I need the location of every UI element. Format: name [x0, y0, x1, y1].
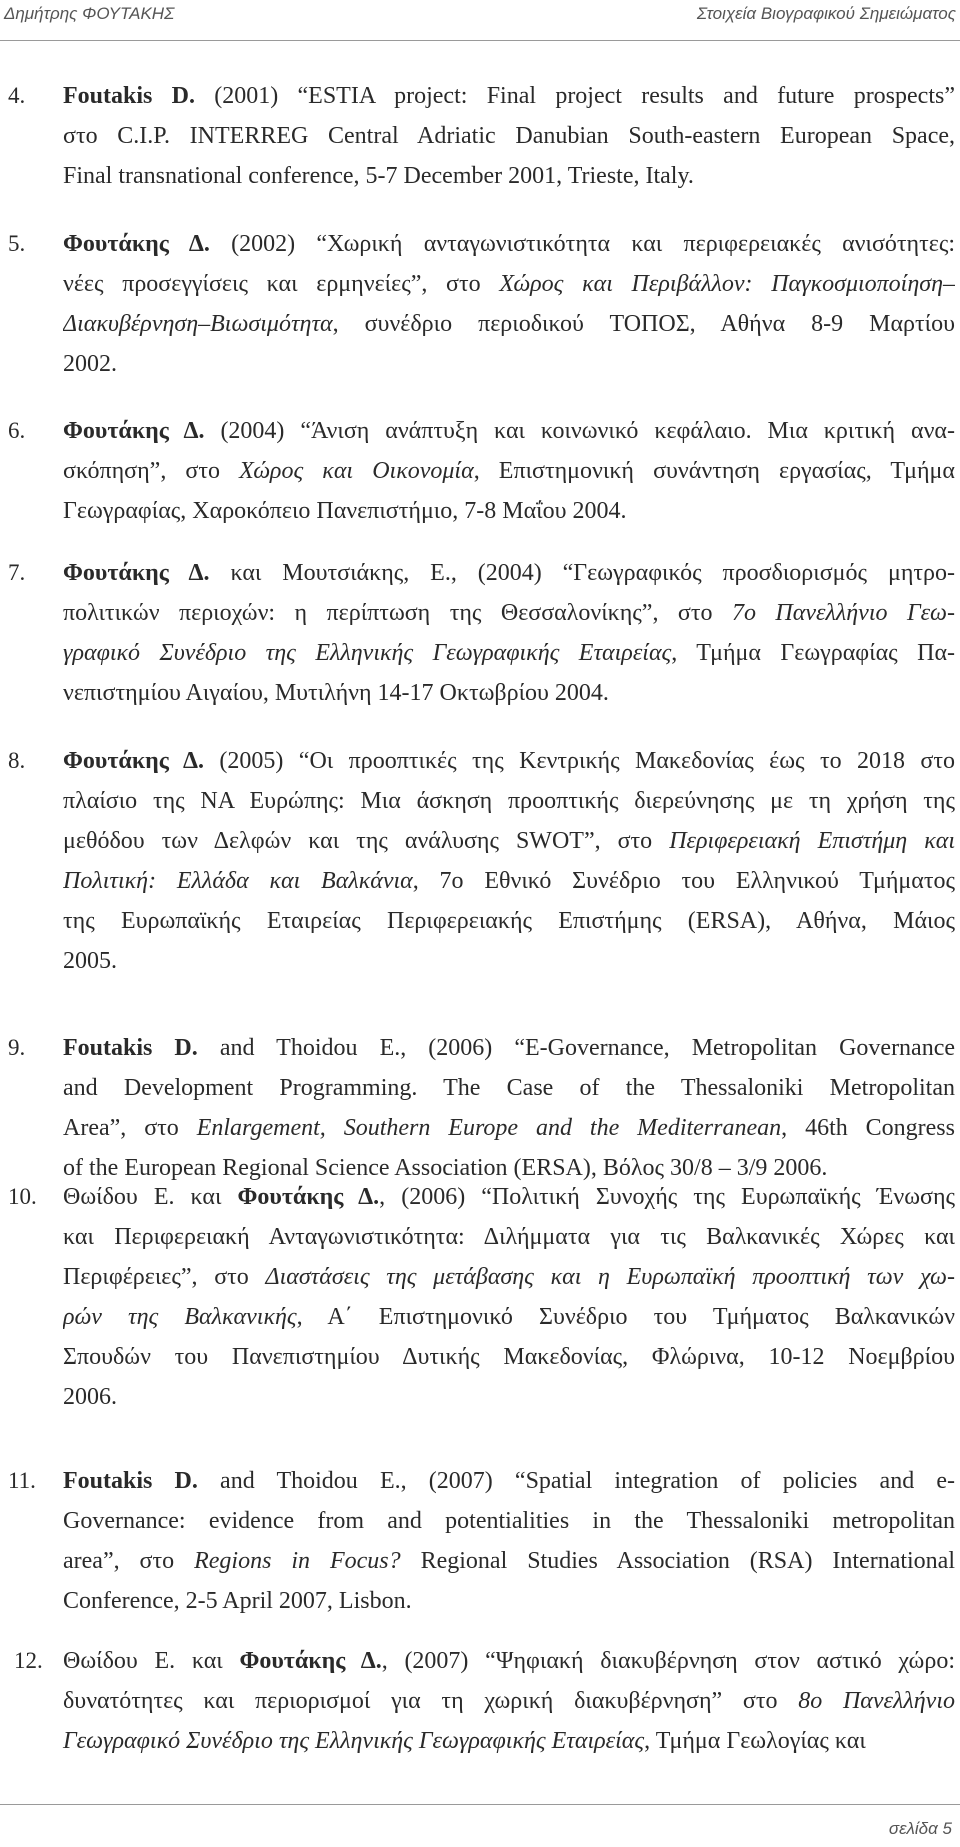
- entry-text: , Τμήμα Γεωλογίας και: [644, 1728, 866, 1754]
- page-footer: [0, 1804, 960, 1847]
- publication-entry: [0, 1028, 960, 1188]
- entry-line: [63, 1501, 955, 1541]
- entry-text: Γεωγραφίας, Χαροκόπειο Πανεπιστήμιο, 7-8 Μαΐου 2004.: [63, 498, 627, 524]
- entry-line: [63, 344, 955, 384]
- publication-entry: [0, 1461, 960, 1621]
- entry-text: and Thoidou E., (2006) “E-Governance, Metropolitan Governance: [197, 1035, 955, 1061]
- entry-line: [63, 1377, 955, 1417]
- entry-line: [63, 1681, 955, 1721]
- entry-text: πλαίσιο της ΝΑ Ευρώπης: Μια άσκηση προοπτικής διερεύνησης με τη χρήση της: [63, 788, 955, 814]
- author-name: Φουτάκης Δ.: [239, 1648, 382, 1674]
- entry-line: [63, 1297, 955, 1337]
- entry-line: [63, 941, 955, 981]
- author-name: Φουτάκης Δ.: [237, 1184, 380, 1210]
- entry-text: and Development Programming. The Case of the Thessaloniki Metropolitan: [63, 1075, 955, 1101]
- entry-text: Regional Studies Association (RSA) International: [400, 1548, 955, 1574]
- entry-line: [63, 553, 955, 593]
- entry-line: [63, 633, 955, 673]
- publication-entry: [0, 741, 960, 981]
- author-name: Φουτάκης Δ.: [63, 748, 205, 774]
- entry-line: [63, 1641, 955, 1681]
- publication-entry: [0, 1641, 960, 1761]
- page-number: σελίδα 5: [888, 1819, 952, 1838]
- entry-number: 4.: [8, 83, 26, 108]
- entry-line: [63, 156, 955, 196]
- publication-entry: [0, 553, 960, 713]
- entry-text: area”, στο: [63, 1548, 195, 1574]
- entry-line: [63, 821, 955, 861]
- venue-title: Enlargement, Southern Europe and the Mediterranean: [196, 1115, 782, 1141]
- entry-number: 5.: [8, 231, 26, 256]
- entry-number: 11.: [8, 1468, 36, 1493]
- author-name: Foutakis D.: [63, 1468, 198, 1494]
- venue-title: Διαστάσεις της μετάβασης και η Ευρωπαϊκή προοπτική των χω-: [265, 1264, 955, 1290]
- entry-line: [63, 116, 955, 156]
- entry-text: πολιτικών περιοχών: η περίπτωση της Θεσσαλονίκης”, στο: [63, 600, 732, 626]
- venue-title: Πολιτική: Ελλάδα και Βαλκάνια: [63, 868, 413, 894]
- entry-line: [63, 1217, 955, 1257]
- entry-text: , Τμήμα Γεωγραφίας Πα-: [671, 640, 955, 666]
- entry-text: and Thoidou E., (2007) “Spatial integration of policies and e-: [197, 1468, 955, 1494]
- entry-line: [63, 1257, 955, 1297]
- entry-line: [63, 264, 955, 304]
- header-author: Δημήτρης ΦΟΥΤΑΚΗΣ: [4, 4, 175, 23]
- entry-text: και Περιφερειακή Ανταγωνιστικότητα: Διλήμματα για τις Βαλκανικές Χώρες και: [63, 1224, 955, 1250]
- entry-text: , (2007) “Ψηφιακή διακυβέρνηση στον αστικό χώρο:: [381, 1648, 955, 1674]
- venue-title: Περιφερειακή Επιστήμη και: [669, 828, 955, 854]
- entry-line: [63, 1177, 955, 1217]
- entry-text: 2005.: [63, 948, 117, 974]
- entry-line: [63, 1108, 955, 1148]
- entry-text: , (2006) “Πολιτική Συνοχής της Ευρωπαϊκής Ένωσης: [379, 1184, 955, 1210]
- venue-title: ρών της Βαλκανικής: [63, 1304, 297, 1330]
- header-document-title: Στοιχεία Βιογραφικού Σημειώματος: [696, 4, 956, 23]
- entry-number: 8.: [8, 748, 26, 773]
- entry-text: 2002.: [63, 351, 117, 377]
- entry-line: [63, 1461, 955, 1501]
- publication-entry: [0, 411, 960, 531]
- venue-title: Χώρος και Οικονομία: [239, 458, 474, 484]
- entry-line: [63, 1068, 955, 1108]
- venue-title: 7ο Πανελλήνιο Γεω-: [731, 600, 955, 626]
- entry-line: [63, 1541, 955, 1581]
- entry-text: Περιφέρειες”, στο: [63, 1264, 266, 1290]
- entry-line: [63, 861, 955, 901]
- entry-text: της Ευρωπαϊκής Εταιρείας Περιφερειακής Επιστήμης (ERSA), Αθήνα, Μάιος: [63, 908, 955, 934]
- venue-title: Regions in Focus?: [194, 1548, 401, 1574]
- entry-line: [63, 1581, 955, 1621]
- entry-text: (2004) “Άνιση ανάπτυξη και κοινωνικό κεφάλαιο. Μια κριτική ανα-: [204, 418, 955, 444]
- publication-entry: [0, 76, 960, 196]
- venue-title: Γεωγραφικό Συνέδριο της Ελληνικής Γεωγραφικής Εταιρείας: [63, 1728, 645, 1754]
- entry-text: (2005) “Οι προοπτικές της Κεντρικής Μακεδονίας έως το 2018 στο: [204, 748, 955, 774]
- entry-text: , 46th Congress: [781, 1115, 955, 1141]
- entry-line: [63, 491, 955, 531]
- entry-line: [63, 304, 955, 344]
- entry-line: [63, 741, 955, 781]
- entry-text: και Μουτσιάκης, Ε., (2004) “Γεωγραφικός προσδιορισμός μητρο-: [209, 560, 955, 586]
- venue-title: Διακυβέρνηση–Βιωσιμότητα: [63, 311, 333, 337]
- entry-line: [63, 1721, 955, 1761]
- entry-line: [63, 1028, 955, 1068]
- entry-text: Conference, 2-5 April 2007, Lisbon.: [63, 1588, 412, 1614]
- entry-text: 2006.: [63, 1384, 117, 1410]
- entry-line: [63, 224, 955, 264]
- entry-line: [63, 593, 955, 633]
- entry-line: [63, 781, 955, 821]
- entry-line: [63, 673, 955, 713]
- venue-title: Χώρος και Περιβάλλον: Παγκοσμιοποίηση–: [499, 271, 955, 297]
- entry-text: Area”, στο: [63, 1115, 197, 1141]
- entry-text: νεπιστημίου Αιγαίου, Μυτιλήνη 14-17 Οκτωβρίου 2004.: [63, 680, 609, 706]
- entry-text: Final transnational conference, 5-7 December 2001, Trieste, Italy.: [63, 163, 694, 189]
- entry-text: , Α΄ Επιστημονικό Συνέδριο του Τμήματος Βαλκανικών: [296, 1304, 955, 1330]
- entry-text: , 7ο Εθνικό Συνέδριο του Ελληνικού Τμήματος: [412, 868, 955, 894]
- entry-text: δυνατότητες και περιορισμοί για τη χωρική διακυβέρνηση” στο: [63, 1688, 799, 1714]
- author-name: Φουτάκης Δ.: [63, 231, 210, 257]
- entry-text: νέες προσεγγίσεις και ερμηνείες”, στο: [63, 271, 500, 297]
- publication-entry: [0, 224, 960, 384]
- page-header: [0, 0, 960, 41]
- entry-text: μεθόδου των Δελφών και της ανάλυσης SWOT”, στο: [63, 828, 670, 854]
- publication-entry: [0, 1177, 960, 1417]
- entry-text: , συνέδριο περιοδικού ΤΟΠΟΣ, Αθήνα 8-9 Μαρτίου: [332, 311, 955, 337]
- entry-text: of the European Regional Science Association (ERSA), Βόλος 30/8 – 3/9 2006.: [63, 1155, 828, 1181]
- entry-text: , Επιστημονική συνάντηση εργασίας, Τμήμα: [473, 458, 955, 484]
- entry-line: [63, 901, 955, 941]
- entry-text: Θωίδου Ε. και: [63, 1184, 238, 1210]
- entry-line: [63, 1337, 955, 1377]
- venue-title: γραφικό Συνέδριο της Ελληνικής Γεωγραφικής Εταιρείας: [63, 640, 672, 666]
- author-name: Foutakis D.: [63, 83, 195, 109]
- entry-text: Governance: evidence from and potentialities in the Thessaloniki metropolitan: [63, 1508, 955, 1534]
- entry-text: Θωίδου Ε. και: [63, 1648, 240, 1674]
- entry-line: [63, 411, 955, 451]
- entry-line: [63, 76, 955, 116]
- entry-number: 12.: [14, 1648, 43, 1673]
- entry-number: 6.: [8, 418, 26, 443]
- entry-text: (2002) “Χωρική ανταγωνιστικότητα και περιφερειακές ανισότητες:: [209, 231, 955, 257]
- entry-text: στο C.I.P. INTERREG Central Adriatic Danubian South-eastern European Space,: [63, 123, 955, 149]
- author-name: Foutakis D.: [63, 1035, 198, 1061]
- entry-line: [63, 451, 955, 491]
- entry-number: 9.: [8, 1035, 26, 1060]
- venue-title: 8ο Πανελλήνιο: [798, 1688, 955, 1714]
- author-name: Φουτάκης Δ.: [63, 560, 210, 586]
- entry-text: Σπουδών του Πανεπιστημίου Δυτικής Μακεδονίας, Φλώρινα, 10-12 Νοεμβρίου: [63, 1344, 955, 1370]
- entry-number: 10.: [8, 1184, 37, 1209]
- entry-number: 7.: [8, 560, 26, 585]
- author-name: Φουτάκης Δ.: [63, 418, 205, 444]
- entry-text: σκόπηση”, στο: [63, 458, 240, 484]
- entry-text: (2001) “ESTIA project: Final project results and future prospects”: [194, 83, 955, 109]
